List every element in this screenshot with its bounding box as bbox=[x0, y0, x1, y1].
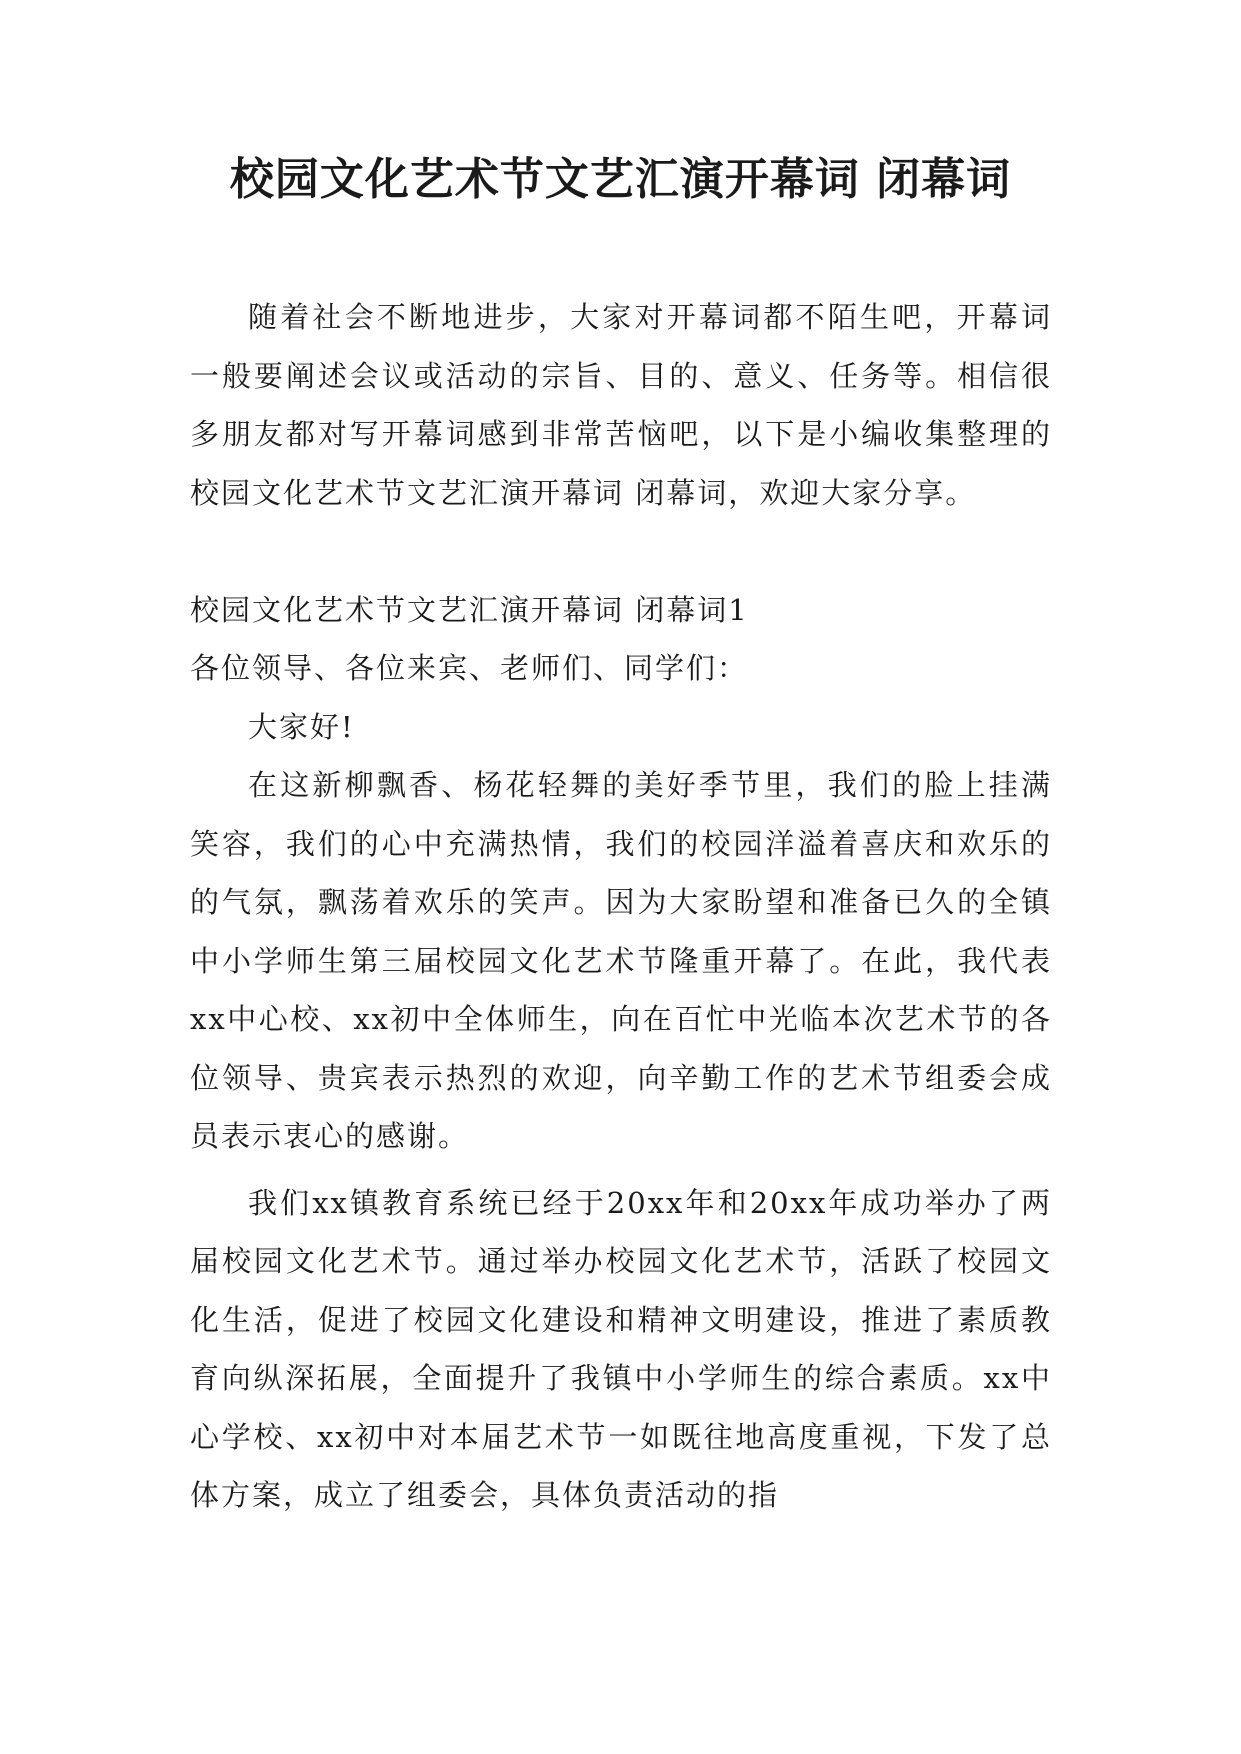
intro-paragraph: 随着社会不断地进步，大家对开幕词都不陌生吧，开幕词一般要阐述会议或活动的宗旨、目的、意义、任务等。相信很多朋友都对写开幕词感到非常苦恼吧，以下是小编收集整理的校园文化艺术节文艺汇演开幕词 闭幕词，欢迎大家分享。 bbox=[190, 300, 1052, 510]
salutation: 各位领导、各位来宾、老师们、同学们： bbox=[190, 651, 749, 685]
document-body bbox=[190, 288, 1052, 1525]
spacer bbox=[190, 1166, 1052, 1174]
spacer bbox=[190, 522, 1052, 581]
body-paragraph-1: 在这新柳飘香、杨花轻舞的美好季节里，我们的脸上挂满笑容，我们的心中充满热情，我们的校园洋溢着喜庆和欢乐的的气氛，飘荡着欢乐的笑声。因为大家盼望和准备已久的全镇中小学师生第三届校园文化艺术节隆重开幕了。在此，我代表xx中心校、xx初中全体师生，向在百忙中光临本次艺术节的各位领导、贵宾表示热烈的欢迎，向辛勤工作的艺术节组委会成员表示衷心的感谢。 bbox=[190, 768, 1052, 1153]
greeting: 大家好! bbox=[248, 709, 355, 744]
document-title: 校园文化艺术节文艺汇演开幕词 闭幕词 bbox=[229, 154, 1012, 205]
body-paragraph-2: 我们xx镇教育系统已经于20xx年和20xx年成功举办了两届校园文化艺术节。通过举办校园文化艺术节，活跃了校园文化生活，促进了校园文化建设和精神文明建设，推进了素质教育向纵深拓展，全面提升了我镇中小学师生的综合素质。xx中心学校、xx初中对本届艺术节一如既往地高度重视，下发了总体方案，成立了组委会，具体负责活动的指 bbox=[190, 1185, 1052, 1512]
section-title: 校园文化艺术节文艺汇演开幕词 闭幕词1 bbox=[190, 592, 749, 627]
